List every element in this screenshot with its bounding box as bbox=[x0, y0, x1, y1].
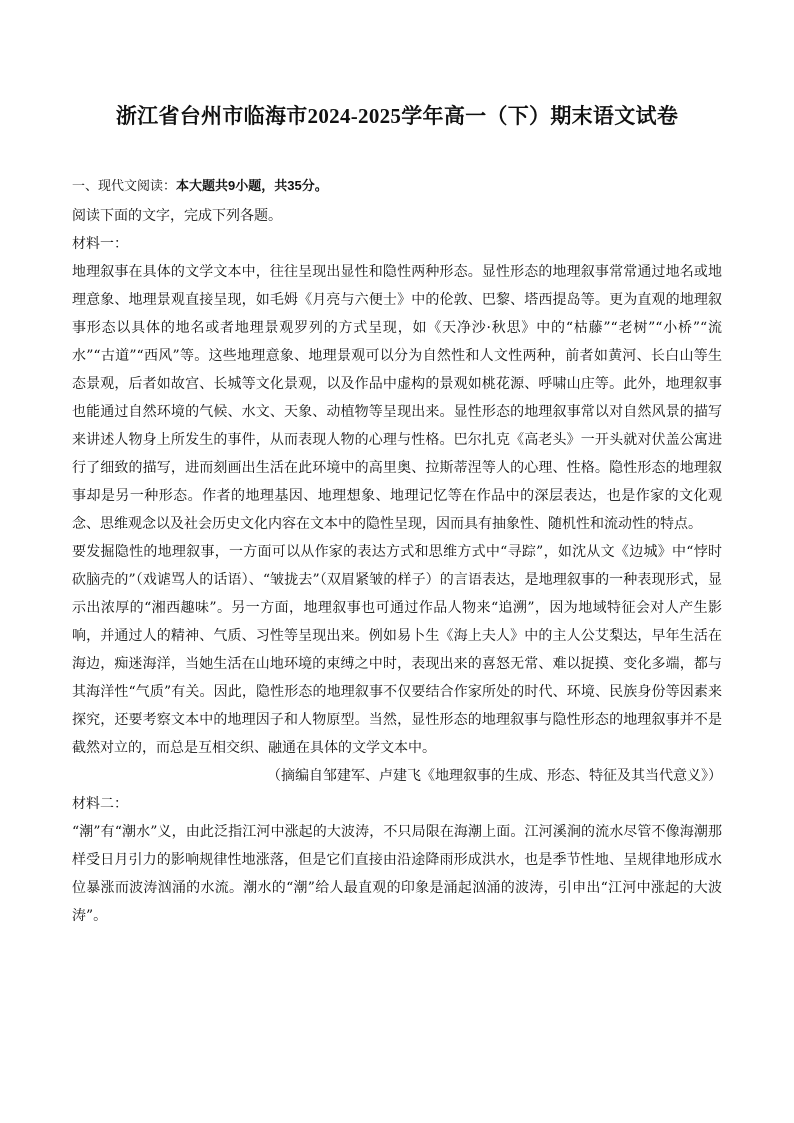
exam-title: 浙江省台州市临海市2024-2025学年高一（下）期末语文试卷 bbox=[115, 104, 679, 128]
section-heading bbox=[72, 176, 722, 196]
section-prefix: 一、现代文阅读： bbox=[72, 178, 177, 193]
section-detail: 本大题共9小题，共35分。 bbox=[176, 178, 328, 193]
material-one-label: 材料一： bbox=[72, 236, 128, 252]
reading-instruction: 阅读下面的文字，完成下列各题。 bbox=[72, 208, 282, 224]
material-one-paragraph-2: 要发掘隐性的地理叙事，一方面可以从作家的表达方式和思维方式中“寻踪”，如沈从文《边城》中“悖时砍脑壳的”（戏谑骂人的话语）、“皱拢去”（双眉紧皱的样子）的言语表达，是地理叙事的一种表现形式，显示出浓厚的“湘西趣味”。另一方面，地理叙事也可通过作品人物来“追溯”，因为地域特征会对人产生影响，并通过人的精神、气质、习性等呈现出来。例如易卜生《海上夫人》中的主人公艾梨达，早年生活在海边，痴迷海洋，当她生活在山地环境的束缚之中时，表现出来的喜怒无常、难以捉摸、变化多端，都与其海洋性“气质”有关。因此，隐性形态的地理叙事不仅要结合作家所处的时代、环境、民族身份等因素来探究，还要考察文本中的地理因子和人物原型。当然，显性形态的地理叙事与隐性形态的地理叙事并不是截然对立的，而总是互相交织、融通在具体的文学文本中。 bbox=[72, 544, 722, 756]
material-two-label: 材料二： bbox=[72, 796, 128, 812]
material-one-source: （摘编自邹建军、卢建飞《地理叙事的生成、形态、特征及其当代意义》） bbox=[267, 768, 722, 784]
material-one-paragraph-1: 地理叙事在具体的文学文本中，往往呈现出显性和隐性两种形态。显性形态的地理叙事常常通过地名或地理意象、地理景观直接呈现，如毛姆《月亮与六便士》中的伦敦、巴黎、塔西提岛等。更为直观的地理叙事形态以具体的地名或者地理景观罗列的方式呈现，如《天净沙·秋思》中的“枯藤”“老树”“小桥”“流水”“古道”“西风”等。这些地理意象、地理景观可以分为自然性和人文性两种，前者如黄河、长白山等生态景观，后者如故宫、长城等文化景观，以及作品中虚构的景观如桃花源、呼啸山庄等。此外，地理叙事也能通过自然环境的气候、水文、天象、动植物等呈现出来。显性形态的地理叙事常以对自然风景的描写来讲述人物身上所发生的事件，从而表现人物的心理与性格。巴尔扎克《高老头》一开头就对伏盖公寓进行了细致的描写，进而刻画出生活在此环境中的高里奥、拉斯蒂涅等人的心理、性格。隐性形态的地理叙事却是另一种形态。作者的地理基因、地理想象、地理记忆等在作品中的深层表达，也是作家的文化观念、思维观念以及社会历史文化内容在文本中的隐性呈现，因而具有抽象性、随机性和流动性的特点。 bbox=[72, 264, 722, 532]
material-two-paragraph: “潮”有“潮水”义，由此泛指江河中涨起的大波涛，不只局限在海潮上面。江河溪涧的流水尽管不像海潮那样受日月引力的影响规律性地涨落，但是它们直接由沿途降雨形成洪水，也是季节性地、呈规律地形成水位暴涨而波涛汹涌的水流。潮水的“潮”给人最直观的印象是涌起汹涌的波涛，引申出“江河中涨起的大波涛”。 bbox=[72, 824, 722, 924]
